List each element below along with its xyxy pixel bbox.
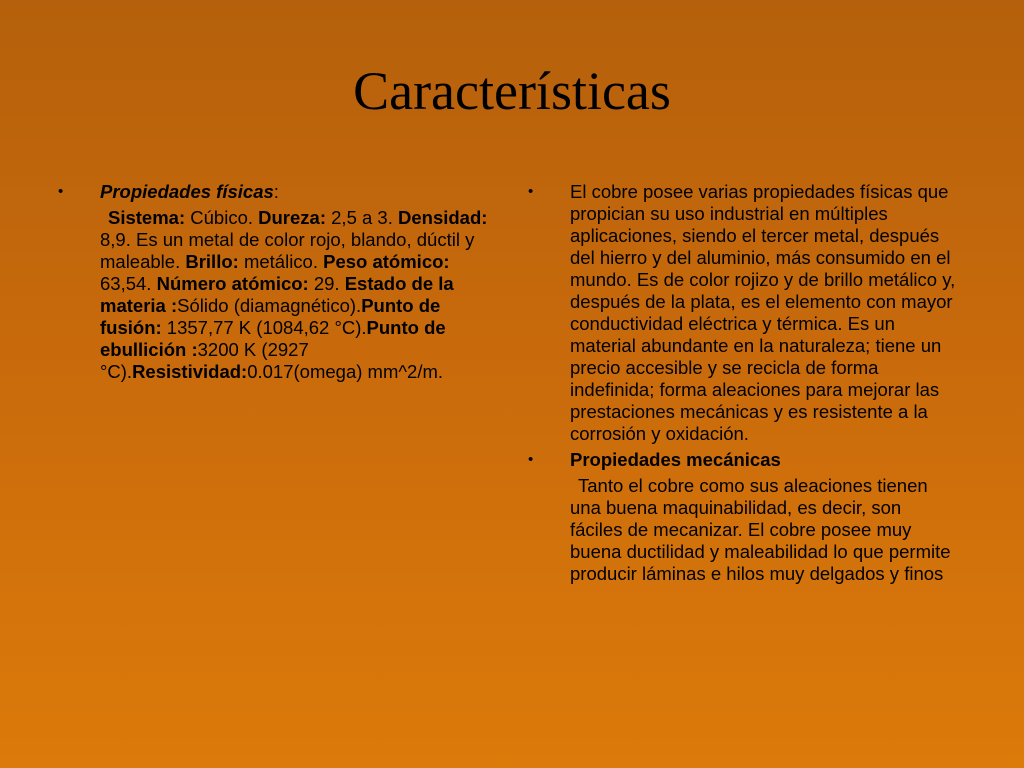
right-column (528, 181, 958, 585)
ebullicion-label: Punto de ebullición : (100, 317, 446, 360)
peso-label: Peso atómico: (323, 251, 450, 272)
physical-properties-text (58, 207, 488, 383)
fusion-label: Punto de fusión: (100, 295, 441, 338)
brillo-value: metálico. (238, 251, 324, 272)
numero-label: Número atómico: (156, 273, 309, 294)
peso-value: 63,54. (100, 273, 157, 294)
numero-value: 29. (308, 273, 345, 294)
copper-overview-text: El cobre posee varias propiedades físicas que propician su uso industrial en múltiples aplicaciones, siendo el tercer metal, después del hierro y del aluminio, más consumido en el mundo. Es de color rojizo y de brillo metálico y, después de la plata, es el elemento con mayor conductividad eléctrica y térmica. Es un material abundante en la naturaleza; tiene un precio accesible y se recicla de forma indefinida; forma aleaciones para mejorar las prestaciones mecánicas y es resistente a la corrosión y oxidación. (570, 181, 956, 444)
list-item-physical-properties (58, 181, 488, 203)
slide-title: Características (353, 61, 671, 121)
heading-colon: : (273, 181, 279, 202)
dureza-label: Dureza: (258, 207, 326, 228)
fusion-value: 1357,77 K (1084,62 °C). (161, 317, 367, 338)
list-item-mechanical-properties (528, 449, 958, 471)
sistema-label: Sistema: (108, 207, 186, 228)
dureza-value: 2,5 a 3. (326, 207, 398, 228)
densidad-value: 8,9. Es un metal de color rojo, blando, dúctil y maleable. (100, 229, 475, 272)
left-column (58, 181, 488, 383)
estado-value: Sólido (diamagnético). (177, 295, 362, 316)
bullet-icon: • (58, 183, 64, 200)
estado-label: Estado de la materia : (100, 273, 454, 316)
brillo-label: Brillo: (185, 251, 239, 272)
bullet-icon: • (528, 183, 534, 200)
list-item-copper-overview (528, 181, 958, 445)
mechanical-properties-text: Tanto el cobre como sus aleaciones tienen una buena maquinabilidad, es decir, son fáciles de mecanizar. El cobre posee muy buena ductilidad y maleabilidad lo que permite producir láminas e hilos muy delgados y finos (570, 475, 951, 584)
densidad-label: Densidad: (398, 207, 488, 228)
bullet-icon: • (528, 451, 534, 468)
sistema-value: Cúbico. (185, 207, 259, 228)
mechanical-properties-heading: Propiedades mecánicas (570, 449, 781, 470)
physical-properties-heading: Propiedades físicas (100, 181, 274, 202)
resistividad-value: 0.017(omega) mm^2/m. (247, 361, 444, 382)
resistividad-label: Resistividad: (132, 361, 248, 382)
ebullicion-value: 3200 K (2927 °C). (100, 339, 309, 382)
